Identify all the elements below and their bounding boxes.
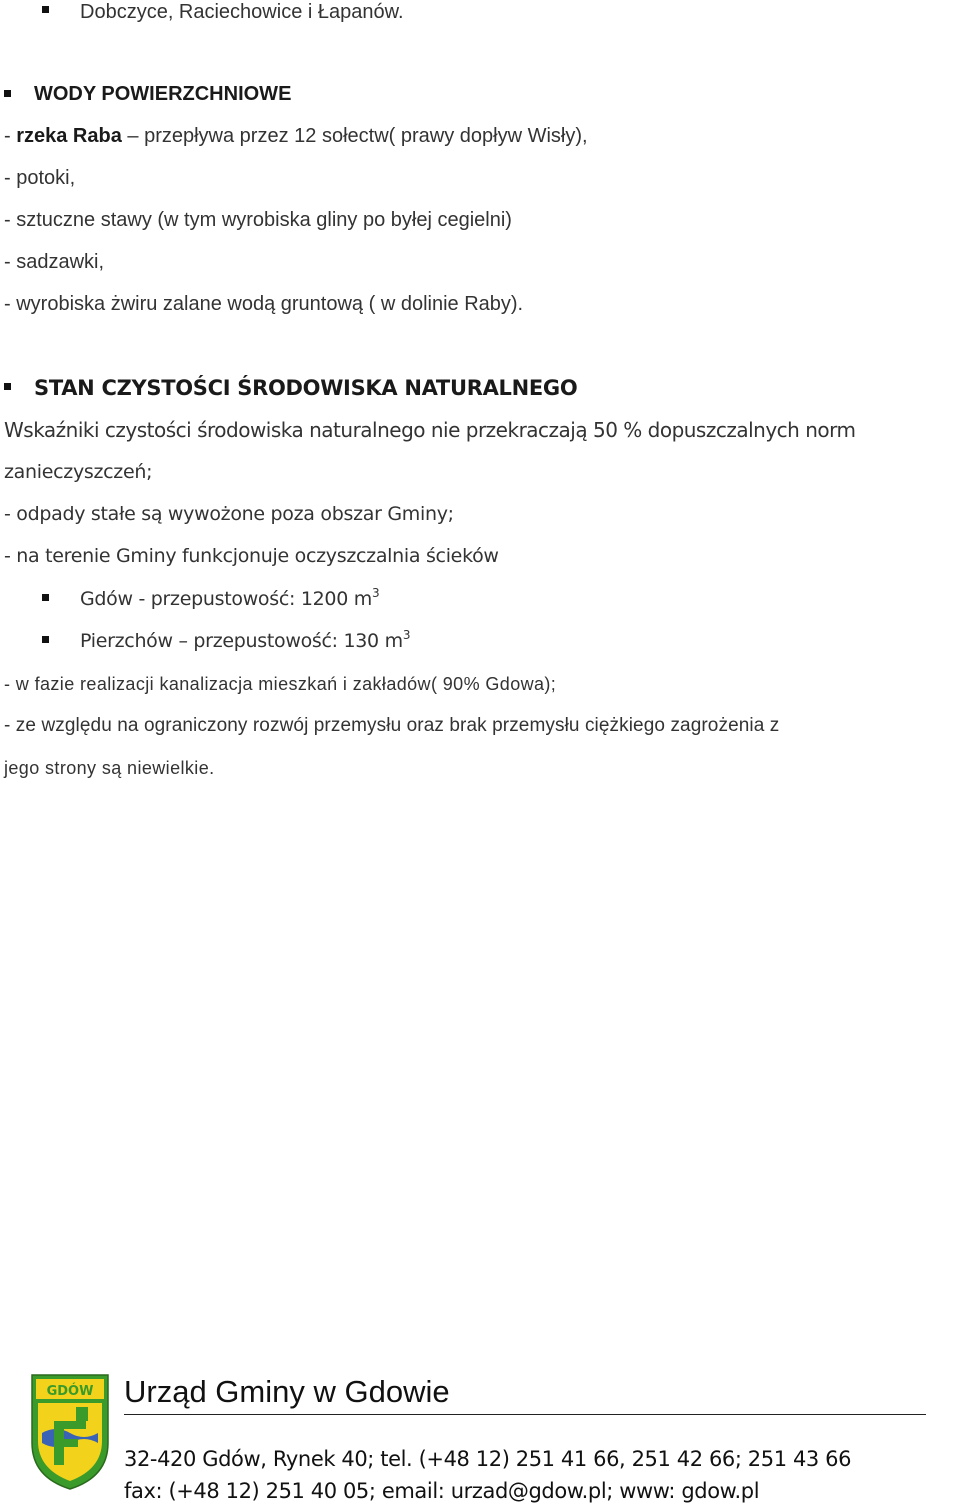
industry-text-line1: - ze względu na ograniczony rozwój przemysłu oraz brak przemysłu ciężkiego zagrożenia z bbox=[4, 715, 780, 736]
office-contact: fax: (+48 12) 251 40 05; email: urzad@gdow.pl; www: gdow.pl bbox=[124, 1479, 760, 1503]
section-bullet bbox=[4, 90, 11, 97]
river-item bbox=[4, 124, 588, 148]
water-item-ponds: - sztuczne stawy (w tym wyrobiska gliny po byłej cegielni) bbox=[4, 209, 512, 231]
office-address: 32-420 Gdów, Rynek 40; tel. (+48 12) 251 41 66, 251 42 66; 251 43 66 bbox=[124, 1447, 852, 1471]
gdow-coat-of-arms-logo bbox=[28, 1373, 112, 1491]
office-name-title: Urząd Gminy w Gdowie bbox=[124, 1374, 450, 1409]
water-item-pools: - sadzawki, bbox=[4, 251, 105, 273]
indicators-text-line1: Wskaźniki czystości środowiska naturalnego nie przekraczają 50 % dopuszczalnych norm bbox=[4, 418, 856, 442]
sewer-item: - w fazie realizacji kanalizacja mieszkań i zakładów( 90% Gdowa); bbox=[4, 674, 557, 694]
commune-list-item: Dobczyce, Raciechowice i Łapanów. bbox=[80, 1, 404, 23]
river-name: rzeka Raba bbox=[16, 125, 122, 147]
plant-pierzchow: Pierzchów – przepustowość: 130 $m^3$ bbox=[80, 628, 411, 652]
treatment-plants-intro: - na terenie Gminy funkcjonuje oczyszczalnia ścieków bbox=[4, 545, 499, 567]
logo-lettering: GDÓW bbox=[46, 1384, 94, 1399]
plant-gdow: Gdów - przepustowość: 1200 $m^3$ bbox=[80, 586, 380, 610]
list-bullet bbox=[42, 6, 49, 13]
waste-item: - odpady stałe są wywożone poza obszar Gminy; bbox=[4, 503, 454, 525]
river-description: – przepływa przez 12 sołectw( prawy dopływ Wisły), bbox=[121, 125, 588, 147]
indicators-text-line2: zanieczyszczeń; bbox=[4, 461, 153, 483]
industry-text-line2: jego strony są niewielkie. bbox=[4, 758, 215, 778]
footer-divider bbox=[124, 1414, 926, 1415]
water-item-gravel-pits: - wyrobiska żwiru zalane wodą gruntową ( w dolinie Raby). bbox=[4, 293, 524, 315]
water-item-streams: - potoki, bbox=[4, 167, 76, 189]
surface-waters-heading: WODY POWIERZCHNIOWE bbox=[34, 83, 292, 105]
river-prefix: - bbox=[4, 125, 17, 147]
list-bullet bbox=[42, 594, 49, 601]
section-bullet bbox=[4, 383, 11, 390]
list-bullet bbox=[42, 636, 49, 643]
cleanliness-heading: STAN CZYSTOŚCI ŚRODOWISKA NATURALNEGO bbox=[34, 376, 578, 400]
